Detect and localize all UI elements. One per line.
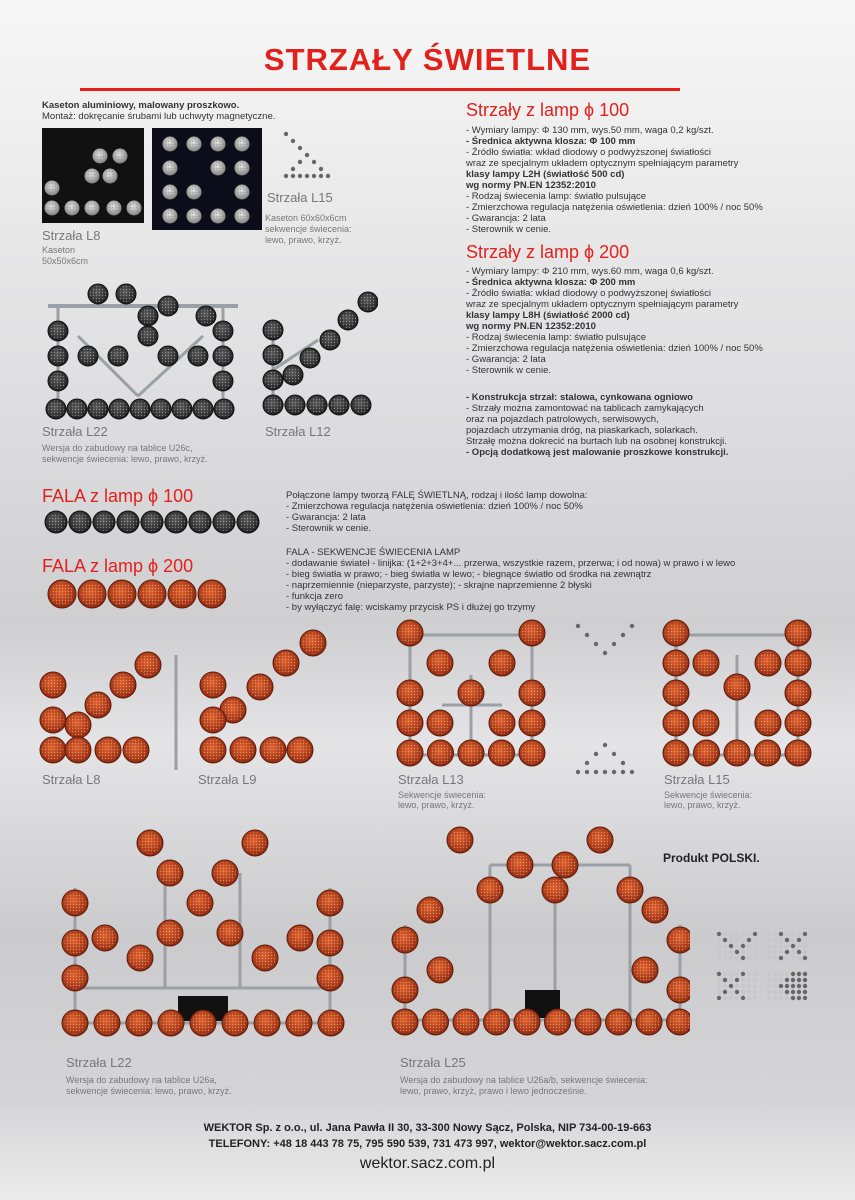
construction-list (466, 392, 728, 458)
l22-name: Strzała L22 (42, 424, 108, 439)
l22-sub2: sekwencje świecenia: lewo, prawo, krzyż. (42, 454, 208, 464)
bottom-l22-sub2: sekwencje świecenia: lewo, prawo, krzyż. (66, 1086, 232, 1096)
spec200-item: - Wymiary lampy: Φ 210 mm, wys.60 mm, waga 0,6 kg/szt. (466, 266, 714, 277)
construction-item: pojazdach utrzymania dróg, na piaskarkach, solarkach. (466, 425, 698, 436)
spec200-item: - Średnica aktywna klosza: Φ 200 mm (466, 277, 636, 288)
l12-dark-photo (258, 290, 378, 420)
spec100-item: wg normy PN.EN 12352:2010 (466, 180, 596, 191)
bottom-l25-name: Strzała L25 (400, 1055, 466, 1070)
bottom-l25-sub1: Wersja do zabudowy na tablice U26a/b, sekwencje świecenia: (400, 1075, 648, 1085)
spec100-item: - Wymiary lampy: Φ 130 mm, wys.50 mm, waga 0,2 kg/szt. (466, 125, 714, 136)
spec100-item: - Rodzaj świecenia lamp: światło pulsujące (466, 191, 647, 202)
bottom-l22-name: Strzała L22 (66, 1055, 132, 1070)
spec200-list (466, 266, 763, 376)
spec200-item: wraz ze specjalnym układem optycznym spełniającym parametry (466, 299, 739, 310)
fala-seq-item: - dodawanie świateł - linijka: (1+2+3+4+... przerwa, wszystkie razem, przerwa; i od nowa) w prawo i w lewo (286, 558, 736, 569)
fala-seq-title: FALA - SEKWENCJE ŚWIECENIA LAMP (286, 547, 461, 558)
spec200-item: - Zmierzchowa regulacja natężenia oświetlenia: dzień 100% / noc 50% (466, 343, 763, 354)
l15-name: Strzała L15 (267, 190, 333, 205)
page-title: STRZAŁY ŚWIETLNE (263, 42, 592, 77)
footer-phones: TELEFONY: +48 18 443 78 75, 795 590 539, 731 473 997, wektor@wektor.sacz.com.pl (208, 1138, 647, 1150)
fala-seq-item: - bieg światła w prawo; - bieg światła w lewo; - biegnące światło od środka na zewnątrz (286, 569, 652, 580)
row-l8-name: Strzała L8 (42, 772, 101, 787)
l12-name: Strzała L12 (265, 424, 331, 439)
l15-pattern-icon (282, 130, 332, 185)
made-in-poland: Produkt POLSKI. (663, 851, 760, 865)
spec200-item: wg normy PN.EN 12352:2010 (466, 321, 596, 332)
l22-orange-photo (60, 828, 350, 1048)
spec200-item: - Gwarancja: 2 lata (466, 354, 546, 365)
l22-sub1: Wersja do zabudowy na tablice U26c, (42, 443, 193, 453)
construction-item: - Opcją dodatkową jest malowanie proszkowe konstrukcji. (466, 447, 729, 458)
spec200-item: klasy lampy L8H (światłość 2000 cd) (466, 310, 630, 321)
l25-photo (390, 825, 690, 1050)
row-l15-name: Strzała L15 (664, 772, 730, 787)
construction-item: - Strzały można zamontować na tablicach zamykających (466, 403, 704, 414)
fala-seq-item: - funkcja zero (286, 591, 344, 602)
intro-line1: Kaseton aluminiowy, malowany proszkowo. (42, 100, 240, 111)
row-l9-name: Strzała L9 (198, 772, 257, 787)
l8-l9-photo (38, 625, 338, 775)
spec100-item: - Zmierzchowa regulacja natężenia oświetlenia: dzień 100% / noc 50% (466, 202, 763, 213)
l8-sub1: Kaseton (42, 245, 76, 255)
footer-website[interactable]: wektor.sacz.com.pl (359, 1155, 496, 1172)
bottom-l25-sub2: lewo, prawo, krzyż, prawo i lewo jednocześnie. (400, 1086, 587, 1096)
fala-desc-line: - Gwarancja: 2 lata (286, 512, 366, 523)
l13-photo (392, 615, 552, 773)
spec100-item: - Gwarancja: 2 lata (466, 213, 546, 224)
intro-line2: Montaż: dokręcanie śrubami lub uchwyty magnetyczne. (42, 111, 276, 122)
footer-address: WEKTOR Sp. z o.o., ul. Jana Pawła II 30, 33-300 Nowy Sącz, Polska, NIP 734-00-19-663 (203, 1122, 652, 1134)
l15-sub1: Kaseton 60x60x6cm (265, 213, 347, 223)
spec100-list (466, 125, 763, 235)
construction-item: - Konstrukcja strzał: stalowa, cynkowana ogniowo (466, 392, 693, 403)
construction-item: Strzałę można dokrecić na burtach lub na osobnej konstrukcji. (466, 436, 727, 447)
fala-desc-line: Połączone lampy tworzą FALĘ ŚWIETLNĄ, rodzaj i ilość lamp dowolna: (286, 490, 588, 501)
fala-desc-line: - Zmierzchowa regulacja natężenia oświetlenia: dzień 100% / noc 50% (286, 501, 583, 512)
bottom-l22-sub1: Wersja do zabudowy na tablice U26a, (66, 1075, 217, 1085)
row-l15-sub2: lewo, prawo, krzyż. (664, 800, 741, 810)
l15-sub3: lewo, prawo, krzyż. (265, 235, 342, 245)
fala100-photo (42, 508, 262, 536)
fala-desc-line: - Sterownik w cenie. (286, 523, 372, 534)
spec100-item: wraz ze specjalnym układem optycznym spełniającym parametry (466, 158, 739, 169)
spec200-item: - Źródło światła: wkład diodowy o podwyższonej światłości (466, 288, 711, 299)
spec200-item: - Rodzaj świecenia lamp: światło pulsujące (466, 332, 647, 343)
spec200-item: - Sterownik w cenie. (466, 365, 552, 376)
fala100-heading: FALA z lamp ϕ 100 (42, 486, 194, 506)
spec100-item: - Sterownik w cenie. (466, 224, 552, 235)
footer (0, 1106, 855, 1200)
row-l13-name: Strzała L13 (398, 772, 464, 787)
l15-orange-photo (658, 615, 818, 773)
fala-sequences (286, 547, 735, 613)
l25-pattern-icons (715, 930, 815, 1005)
construction-item: oraz na pojazdach patrolowych, serwisowych, (466, 414, 659, 425)
spec200-heading: Strzały z lamp ϕ 200 (466, 242, 630, 262)
fala-seq-item: - by wyłączyć falę: wciskamy przycisk PS i dłużej go trzymy (286, 602, 536, 613)
spec100-heading: Strzały z lamp ϕ 100 (466, 100, 630, 120)
fala-description (286, 490, 588, 534)
l8-cassette-photo (42, 128, 144, 223)
l8-sub2: 50x50x6cm (42, 256, 89, 266)
l13-pattern-icons (572, 620, 642, 785)
row-l13-sub1: Sekwencje świecenia: (398, 790, 487, 800)
fala200-photo (46, 578, 226, 610)
spec100-item: - Źródło światła: wkład diodowy o podwyższonej światłości (466, 147, 711, 158)
row-l13-sub2: lewo, prawo, krzyż. (398, 800, 475, 810)
spec100-item: klasy lampy L2H (światłość 500 cd) (466, 169, 625, 180)
title-underline (80, 88, 680, 91)
l8-name: Strzała L8 (42, 228, 101, 243)
l15-cassette-photo (152, 128, 262, 230)
row-l15-sub1: Sekwencje świecenia: (664, 790, 753, 800)
spec100-item: - Średnica aktywna klosza: Φ 100 mm (466, 136, 636, 147)
fala200-heading: FALA z lamp ϕ 200 (42, 556, 194, 576)
l22-dark-photo (38, 276, 243, 421)
fala-seq-item: - naprzemiennie (nieparzyste, parzyste); - skrajne naprzemienne 2 błyski (286, 580, 592, 591)
l15-sub2: sekwencje świecenia: (265, 224, 352, 234)
